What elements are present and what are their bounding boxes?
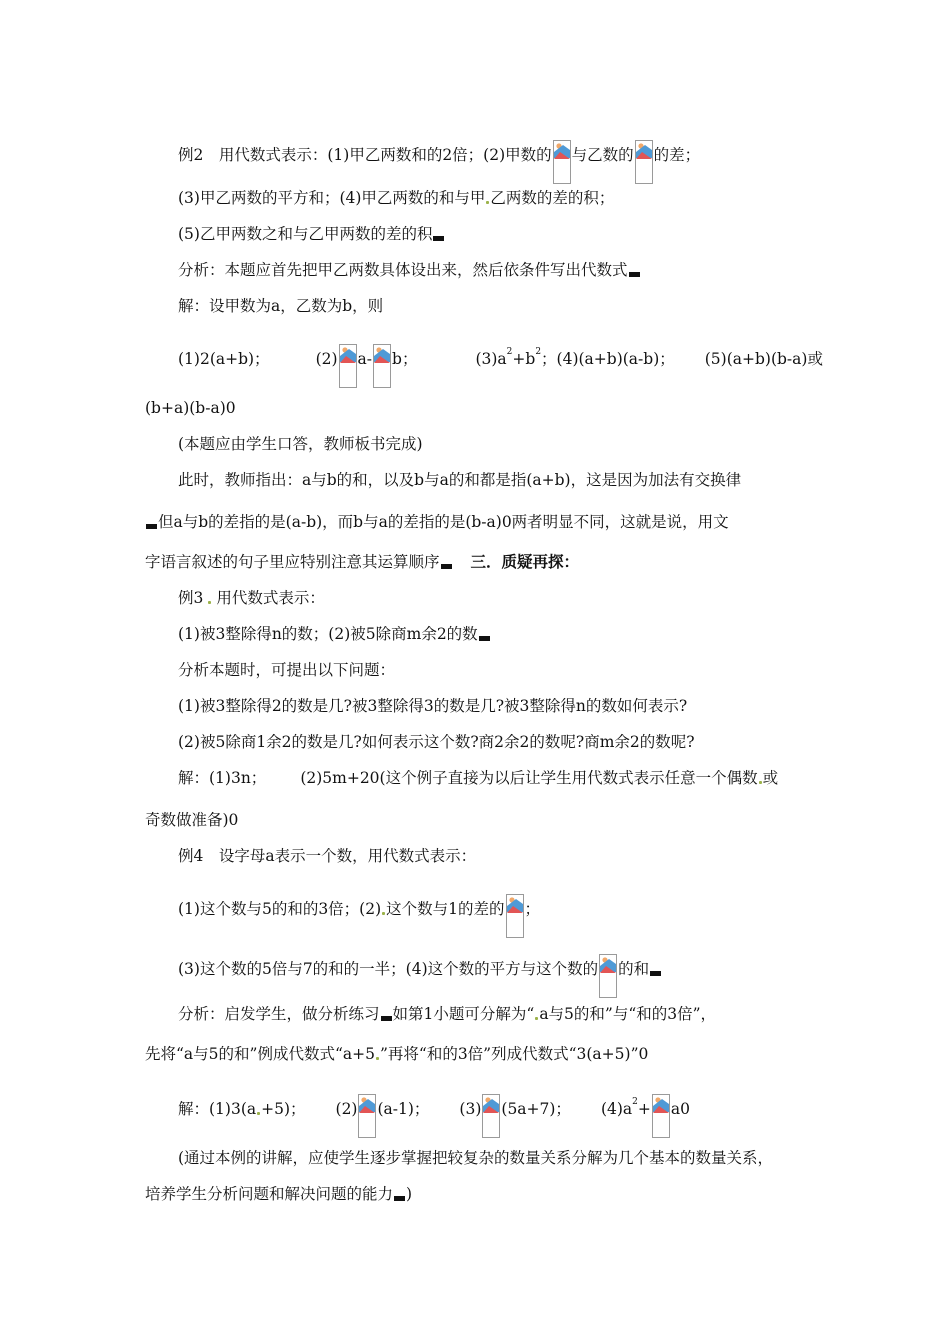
- text: (3)甲乙两数的平方和；(4)甲乙两数的和与甲: [178, 189, 486, 207]
- text: ”再将“和的3倍”列成代数式“3(a+5)”0: [379, 1045, 649, 1063]
- punct-mark: [629, 272, 640, 277]
- text: +5)；: [261, 1100, 306, 1118]
- text: 用代数式表示：: [216, 589, 325, 607]
- punct-mark: [433, 236, 444, 241]
- paragraph-line: [145, 512, 729, 532]
- text: b；: [392, 350, 418, 368]
- text: (2): [335, 1100, 358, 1118]
- answers-line: [178, 344, 823, 388]
- text: 分析：本题应首先把甲乙两数具体设出来，然后依条件写出代数式: [178, 261, 628, 279]
- text: 的和: [618, 960, 650, 978]
- text: 乙两数的差的积；: [490, 189, 615, 207]
- text: 例3: [178, 589, 204, 607]
- text: ): [406, 1185, 413, 1203]
- text: 分析本题时，可提出以下问题：: [178, 661, 396, 679]
- section-heading: 三．质疑再探：: [470, 552, 580, 571]
- text: 的差；: [653, 146, 701, 164]
- text: (本题应由学生口答，教师板书完成): [178, 435, 423, 453]
- text: (通过本例的讲解，应使学生逐步掌握把较复杂的数量关系分解为几个基本的数量关系，: [178, 1149, 774, 1167]
- text: (1)被3整除得2的数是几?被3整除得3的数是几?被3整除得n的数如何表示?: [178, 697, 688, 715]
- text: 例2 用代数式表示：(1)甲乙两数和的2倍；(2)甲数的: [178, 146, 552, 164]
- text: a0: [670, 1100, 690, 1118]
- paragraph-line: [178, 954, 662, 998]
- text: (5)(a+b)(b-a)或: [704, 350, 823, 368]
- paragraph-line: [178, 1148, 773, 1168]
- paragraph-line: [178, 696, 687, 716]
- paragraph-line: [178, 188, 614, 208]
- text: 但a与b的差指的是(a-b)，而b与a的差指的是(b-a)0两者明显不同，这就是说，用文: [158, 513, 729, 531]
- text: 例4 设字母a表示一个数，用代数式表示：: [178, 847, 477, 865]
- text: +b: [512, 350, 536, 368]
- text: +: [637, 1100, 651, 1118]
- superscript: 2: [535, 347, 542, 357]
- text: (3)这个数的5倍与7的和的一半；(4)这个数的平方与这个数的: [178, 960, 599, 978]
- text: 此时，教师指出：a与b的和，以及b与a的和都是指(a+b)，这是因为加法有交换律: [178, 471, 742, 489]
- text: ；(4)(a+b)(a-b)；: [541, 350, 675, 368]
- paragraph-line: [178, 224, 445, 244]
- broken-image-icon: [506, 894, 524, 938]
- text: 解：设甲数为a，乙数为b，则: [178, 297, 384, 315]
- superscript: 2: [632, 1097, 638, 1107]
- text: (1)被3整除得n的数；(2)被5除商m余2的数: [178, 625, 478, 643]
- text: 先将“a与5的和”例成代数式“a+5: [145, 1045, 375, 1063]
- text: 这个数与1的差的: [386, 900, 505, 918]
- text: (b+a)(b-a)0: [145, 399, 236, 417]
- solution-line: [178, 768, 778, 788]
- paragraph-line: [145, 552, 579, 572]
- text: 分析：启发学生，做分析练习: [178, 1005, 380, 1023]
- text: (3): [459, 1100, 482, 1118]
- text: (2): [315, 350, 338, 368]
- example-3-line: [178, 588, 325, 608]
- punct-mark: [479, 636, 490, 641]
- example-4-line: [178, 846, 476, 866]
- text: 如第1小题可分解为“: [392, 1005, 535, 1023]
- broken-image-icon: [373, 344, 391, 388]
- paragraph-line: [178, 732, 695, 752]
- paragraph-line: [145, 1044, 648, 1064]
- dot-mark: [759, 781, 762, 784]
- text: (5)乙甲两数之和与乙甲两数的差的积: [178, 225, 433, 243]
- text: (4)a: [600, 1100, 633, 1118]
- superscript: 2: [506, 347, 513, 357]
- text: 解：(1)3n；: [178, 769, 267, 787]
- paragraph-line: [178, 660, 395, 680]
- example-2-line: [178, 140, 700, 184]
- dot-mark: [257, 1112, 260, 1115]
- broken-image-icon: [599, 954, 617, 998]
- dot-mark: [382, 912, 385, 915]
- dot-mark: [535, 1017, 538, 1020]
- broken-image-icon: [482, 1094, 500, 1138]
- text: a-: [357, 350, 373, 368]
- text: 奇数做准备)0: [145, 811, 239, 829]
- text: (3)a: [475, 350, 507, 368]
- text: 或: [762, 769, 779, 787]
- punct-mark: [381, 1016, 392, 1021]
- punct-mark: [650, 971, 661, 976]
- text: 解：(1)3(a: [178, 1100, 257, 1118]
- analysis-line: [178, 260, 641, 280]
- text: (1)这个数与5的和的3倍；(2): [178, 900, 382, 918]
- broken-image-icon: [553, 140, 571, 184]
- paragraph-line: [145, 810, 238, 830]
- broken-image-icon: [635, 140, 653, 184]
- dot-mark: [486, 201, 489, 204]
- text: 字语言叙述的句子里应特别注意其运算顺序: [145, 553, 440, 571]
- text: (2)被5除商1余2的数是几?如何表示这个数?商2余2的数呢?商m余2的数呢?: [178, 733, 695, 751]
- paragraph-line: [145, 1184, 412, 1204]
- broken-image-icon: [339, 344, 357, 388]
- text: (1)2(a+b)；: [178, 350, 270, 368]
- solution-line: [178, 1094, 690, 1138]
- dot-mark: [208, 601, 211, 604]
- text: (2)5m+20(这个例子直接为以后让学生用代数式表示任意一个偶数: [300, 769, 758, 787]
- text: (5a+7)；: [501, 1100, 571, 1118]
- text: 与乙数的: [571, 146, 634, 164]
- text: (a-1)；: [377, 1100, 430, 1118]
- note-line: [178, 434, 423, 454]
- solution-line: [178, 296, 383, 316]
- dot-mark: [376, 1057, 379, 1060]
- text: 培养学生分析问题和解决问题的能力: [145, 1185, 394, 1203]
- analysis-line: [178, 1004, 716, 1024]
- punct-mark: [441, 564, 452, 569]
- broken-image-icon: [358, 1094, 376, 1138]
- paragraph-line: [178, 894, 540, 938]
- text: ；: [524, 900, 541, 918]
- punct-mark: [146, 524, 157, 529]
- paragraph-line: [178, 624, 491, 644]
- text: a与5的和”与“和的3倍”，: [539, 1005, 717, 1023]
- punct-mark: [394, 1196, 405, 1201]
- broken-image-icon: [652, 1094, 670, 1138]
- answer-continuation: [145, 398, 236, 418]
- paragraph-line: [178, 470, 741, 490]
